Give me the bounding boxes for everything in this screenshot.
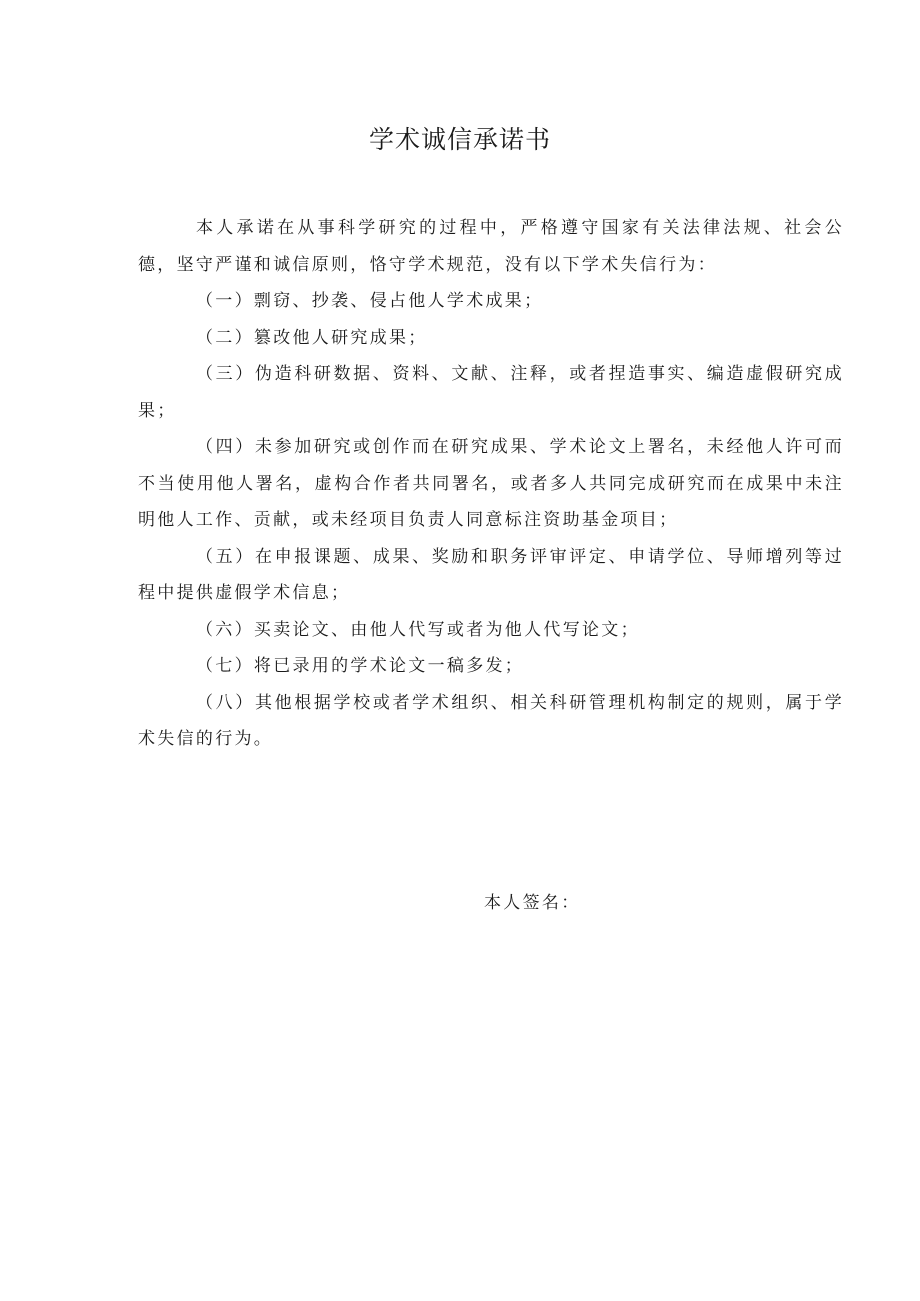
item-3-fabrication: （三）伪造科研数据、资料、文献、注释，或者捏造事实、编造虚假研究成果； [138,364,844,421]
item-1-plagiarism: （一）剽窃、抄袭、侵占他人学术成果； [196,291,544,311]
document-body [138,210,844,758]
item-2-tampering: （二）篡改他人研究成果； [196,327,428,348]
item-4-authorship: （四）未参加研究或创作而在研究成果、学术论文上署名，未经他人许可而不当使用他人署名，虚构合作者共同署名，或者多人共同完成研究而在成果中未注明他人工作、贡献，或未经项目负责人同意标注资助基金项目； [138,437,844,530]
item-7-duplicate-submission: （七）将已录用的学术论文一稿多发； [196,656,525,676]
document-title: 学术诚信承诺书 [368,125,551,154]
intro-paragraph: 本人承诺在从事科学研究的过程中，严格遵守国家有关法律法规、社会公德，坚守严谨和诚信原则，恪守学术规范，没有以下学术失信行为： [138,218,844,275]
item-8-other-misconduct: （八）其他根据学校或者学术组织、相关科研管理机构制定的规则，属于学术失信的行为。 [138,692,844,749]
item-5-false-information: （五）在申报课题、成果、奖励和职务评审评定、申请学位、导师增列等过程中提供虚假学术信息； [138,546,844,603]
signature-label: 本人签名： [484,893,581,913]
item-6-ghostwriting: （六）买卖论文、由他人代写或者为他人代写论文； [196,619,640,640]
